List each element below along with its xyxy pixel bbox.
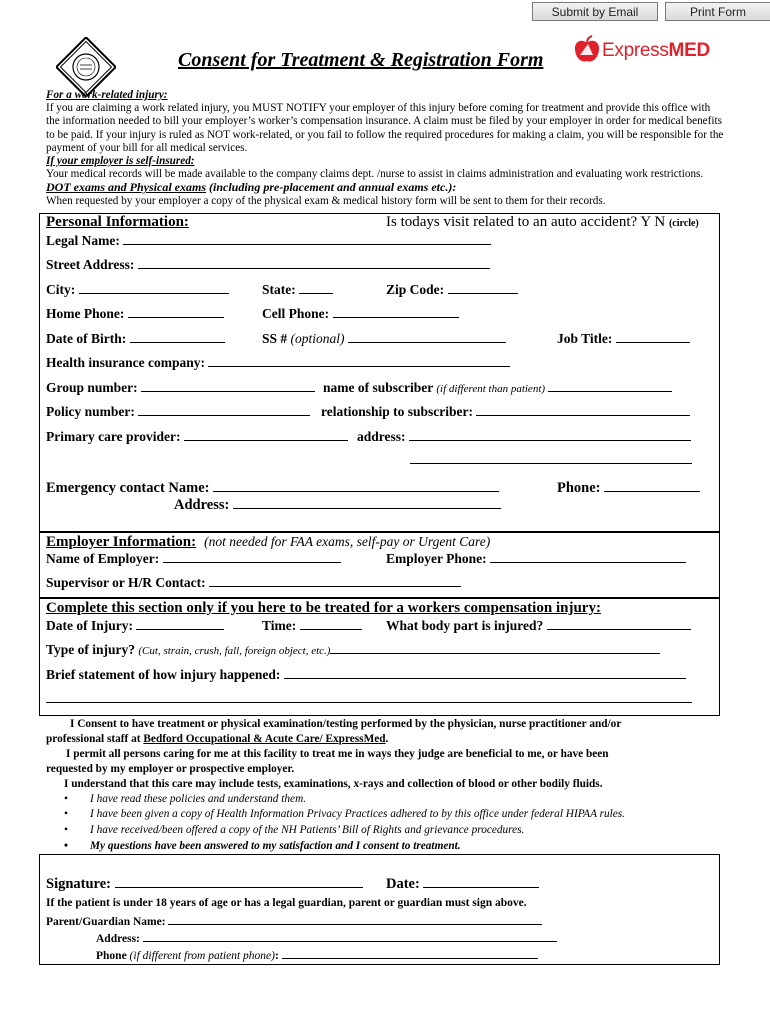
y-n-circle-target[interactable] [645, 214, 673, 232]
brief-statement-field-2[interactable] [46, 691, 692, 703]
employer-note: (not needed for FAA exams, self-pay or Urgent Care) [204, 534, 491, 549]
street-label: Street Address: [46, 257, 135, 272]
zip-field[interactable] [448, 282, 518, 294]
injury-type-field[interactable] [330, 642, 660, 654]
job-title-field[interactable] [616, 331, 690, 343]
consent-p1-prefix: professional staff at [46, 733, 144, 745]
brief-statement-field[interactable] [284, 667, 686, 679]
emergency-address-field[interactable] [233, 497, 501, 509]
consent-p2-line1: I permit all persons caring for me at this facility to treat me in ways they judge are beneficial to me, or have been [66, 748, 609, 760]
brand-express: Express [602, 40, 669, 61]
ss-label: SS # [262, 331, 288, 346]
self-insured-text: Your medical records will be made available to the company claims dept. /nurse to assist in claims administration and evaluating work restrictions. [46, 168, 704, 181]
self-insured-heading: If your employer is self-insured: [46, 155, 195, 168]
body-part-label: What body part is injured? [386, 618, 544, 633]
emergency-phone-field[interactable] [604, 480, 700, 492]
emergency-phone-label: Phone: [557, 480, 601, 496]
street-row [46, 257, 490, 273]
consent-p3: I understand that this care may include tests, examinations, x-rays and collection of blood or other bodily fluids. [64, 778, 603, 790]
injury-type-label: Type of injury? [46, 642, 136, 657]
guardian-address-field[interactable] [143, 930, 557, 942]
insurance-field[interactable] [208, 355, 510, 367]
legal-name-field[interactable] [123, 233, 491, 245]
supervisor-field[interactable] [209, 575, 461, 587]
cell-phone-label: Cell Phone: [262, 306, 330, 321]
guardian-name-label: Parent/Guardian Name: [46, 916, 166, 928]
signature-field[interactable] [115, 876, 363, 888]
consent-bullet-3: • I have received/been offered a copy of the NH Patients’ Bill of Rights and grievance procedures. [66, 824, 524, 836]
pcp-label: Primary care provider: [46, 429, 181, 444]
dob-label: Date of Birth: [46, 331, 127, 346]
street-field[interactable] [138, 257, 490, 269]
job-title-label: Job Title: [557, 331, 613, 346]
group-number-field[interactable] [141, 380, 315, 392]
consent-org-name: Bedford Occupational & Acute Care/ ExpressMed [143, 733, 386, 745]
submit-by-email-button[interactable]: Submit by Email [532, 2, 658, 21]
workers-comp-heading: Complete this section only if you here to be treated for a workers compensation injury: [46, 600, 601, 616]
subscriber-note: (if different than patient) [436, 383, 546, 395]
policy-number-field[interactable] [138, 404, 310, 416]
work-related-heading: For a work-related injury: [46, 89, 168, 101]
legal-name-row [46, 233, 491, 249]
signature-date-field[interactable] [423, 876, 539, 888]
guardian-name-field[interactable] [168, 913, 542, 925]
work-related-text: If you are claiming a work related injury, you MUST NOTIFY your employer of this injury before coming for treatment and provide this office with the information needed to bill your employer’s worker’s compensation insurance. A claim must be filed by your employer in order for medical benefits to be paid. If your injury is ruled as NOT work-related, or you fail to follow the required procedures for making a claim, you will be responsible for the payment of your bill for all medical services. [46, 102, 724, 154]
consent-bullet-4: • My questions have been answered to my satisfaction and I consent to treatment. [66, 840, 461, 852]
emergency-name-label: Emergency contact Name: [46, 480, 210, 496]
guardian-phone-field[interactable] [282, 947, 538, 959]
print-form-button[interactable]: Print Form [665, 2, 770, 21]
form-title: Consent for Treatment & Registration Form [178, 49, 544, 71]
employer-name-label: Name of Employer: [46, 551, 160, 566]
dot-heading: DOT exams and Physical exams [46, 180, 206, 195]
guardian-phone-note: (if different from patient phone) [129, 950, 275, 962]
apple-icon [572, 35, 602, 65]
dot-text: When requested by your employer a copy of the physical exam & medical history form will be sent to them for their records. [46, 194, 606, 207]
guardian-phone-label: Phone [96, 950, 127, 962]
employer-phone-label: Employer Phone: [386, 551, 487, 566]
policy-number-label: Policy number: [46, 404, 135, 419]
dot-paren: (including pre-placement and annual exams etc.): [206, 180, 457, 195]
home-phone-label: Home Phone: [46, 306, 125, 321]
zip-label: Zip Code: [386, 282, 445, 297]
personal-info-heading: Personal Information: [46, 214, 189, 230]
subscriber-field[interactable] [548, 380, 672, 392]
employer-heading-row [46, 533, 490, 551]
injury-time-label: Time: [262, 618, 297, 633]
supervisor-label: Supervisor or H/R Contact: [46, 575, 206, 590]
signature-label: Signature: [46, 876, 111, 892]
brief-statement-label: Brief statement of how injury happened: [46, 667, 281, 682]
consent-bullet-2: • I have been given a copy of Health Information Privacy Practices adhered to by this office under federal HIPAA rules. [66, 808, 625, 820]
brand-med: MED [668, 40, 710, 61]
consent-p2-line2: requested by my employer or prospective employer. [46, 763, 295, 775]
city-row [46, 282, 229, 298]
injury-type-note: (Cut, strain, crush, fall, foreign object, etc.) [138, 645, 331, 657]
pcp-address-label: address: [357, 429, 406, 444]
pcp-address-field-2[interactable] [410, 452, 692, 464]
injury-time-field[interactable] [300, 618, 362, 630]
legal-name-label: Legal Name: [46, 233, 120, 248]
minor-notice: If the patient is under 18 years of age or has a legal guardian, parent or guardian must sign above. [46, 897, 527, 909]
group-number-label: Group number: [46, 380, 138, 395]
emergency-name-field[interactable] [213, 480, 499, 492]
subscriber-label: name of subscriber [323, 380, 433, 395]
pcp-address-field[interactable] [409, 429, 691, 441]
auto-accident-text: Is todays visit related to an auto accident? Y N [386, 214, 666, 230]
boac-seal-logo [56, 37, 116, 97]
signature-date-label: Date: [386, 876, 420, 892]
city-field[interactable] [79, 282, 229, 294]
pcp-field[interactable] [184, 429, 348, 441]
employer-heading: Employer Information: [46, 534, 197, 550]
home-phone-field[interactable] [128, 306, 224, 318]
insurance-label: Health insurance company: [46, 355, 206, 370]
consent-p1-line1: I Consent to have treatment or physical examination/testing performed by the physician, nurse practitioner and/or [70, 718, 622, 730]
consent-bullet-1: • I have read these policies and understand them. [66, 793, 306, 805]
relationship-label: relationship to subscriber: [321, 404, 474, 419]
emergency-address-label: Address: [174, 497, 230, 513]
employer-phone-field[interactable] [490, 551, 686, 563]
state-label: State: [262, 282, 296, 297]
city-label: City: [46, 282, 76, 297]
guardian-address-label: Address: [96, 933, 140, 945]
intro-section [46, 89, 726, 208]
circle-note: (circle) [668, 218, 699, 229]
cell-phone-field[interactable] [333, 306, 459, 318]
injury-date-field[interactable] [136, 618, 224, 630]
ss-optional-note: (optional) [290, 331, 345, 346]
employer-name-field[interactable] [163, 551, 341, 563]
consent-p1-line2: professional staff at Bedford Occupational & Acute Care/ ExpressMed. [46, 733, 389, 745]
state-field[interactable] [299, 282, 333, 294]
relationship-field[interactable] [476, 404, 690, 416]
injury-date-label: Date of Injury: [46, 618, 133, 633]
body-part-field[interactable] [547, 618, 691, 630]
ss-field[interactable] [348, 331, 506, 343]
dob-field[interactable] [130, 331, 225, 343]
